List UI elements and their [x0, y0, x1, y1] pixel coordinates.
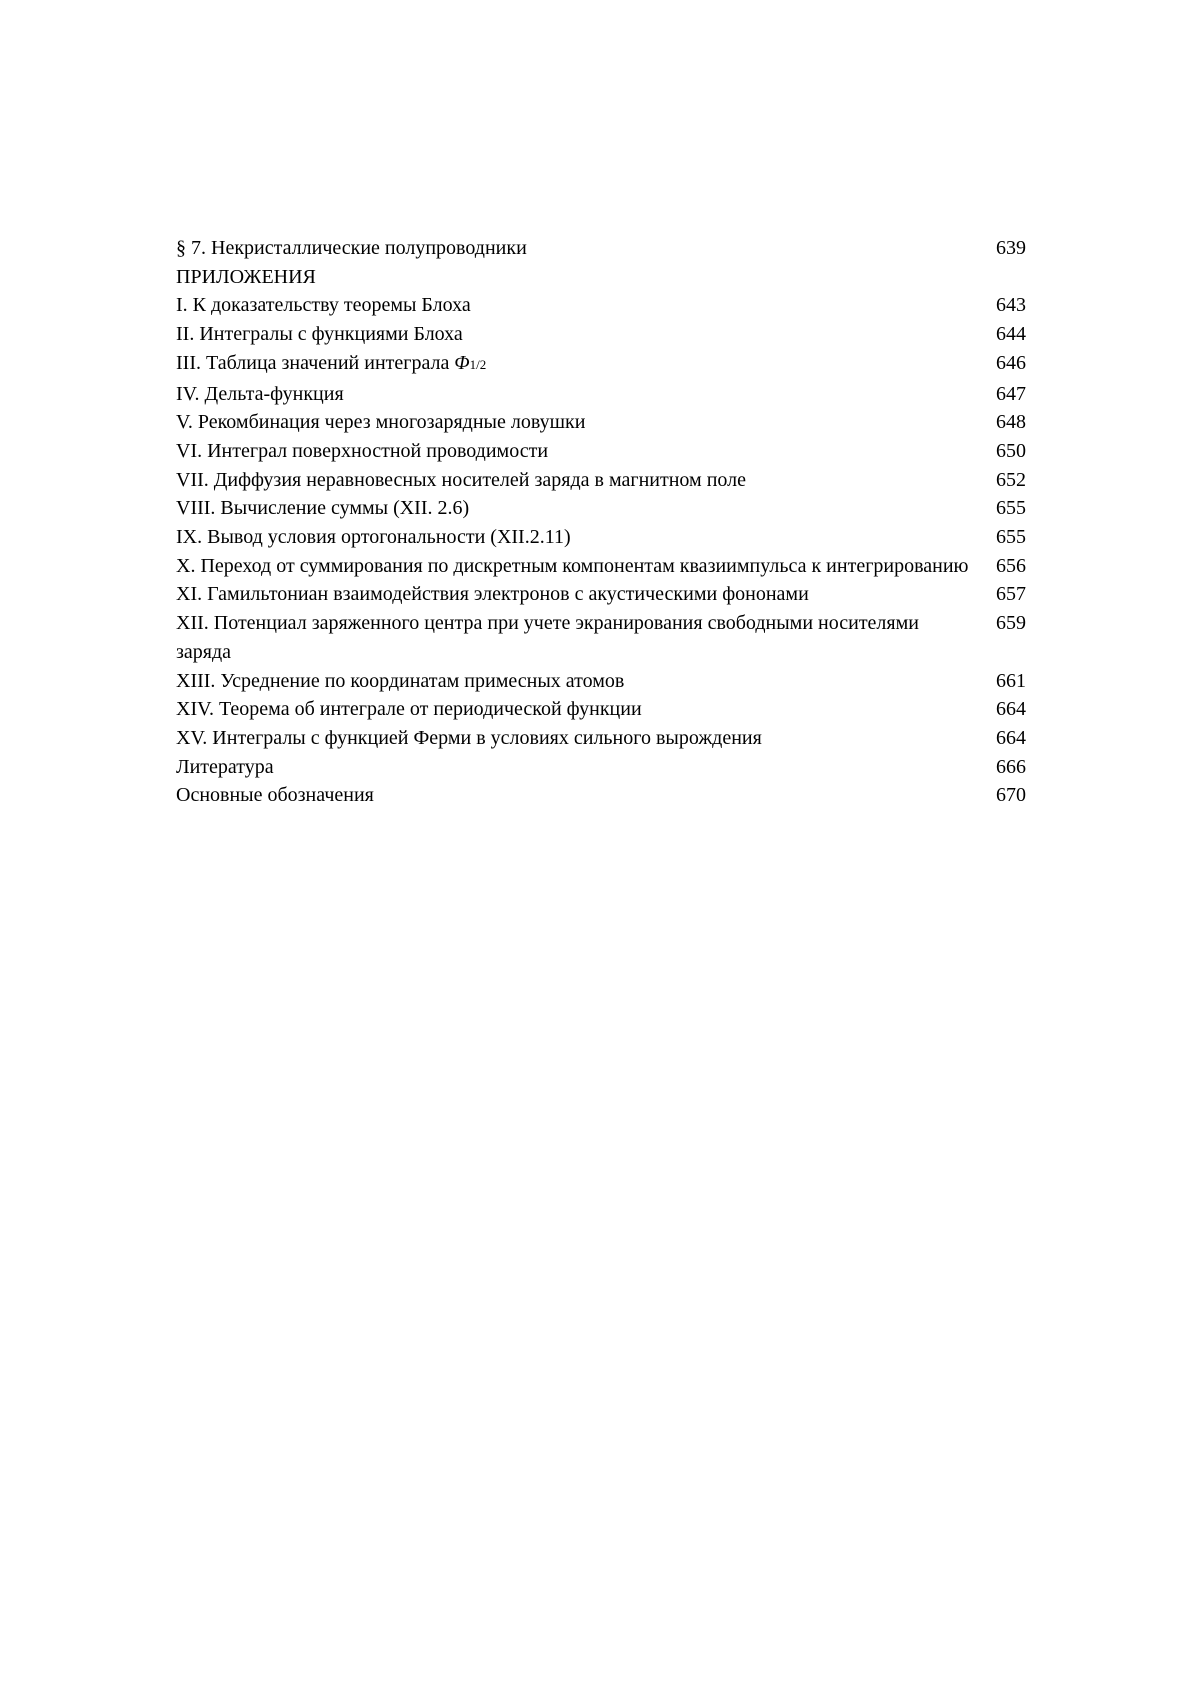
- toc-entry-title: VI. Интеграл поверхностной проводимости: [176, 439, 549, 462]
- toc-entry: [176, 781, 1026, 810]
- toc-entry-page: 646: [996, 351, 1026, 374]
- toc-entry: [176, 523, 1026, 552]
- toc-entry-page: 655: [996, 497, 1026, 520]
- toc-entry-title-with-formula: [176, 349, 986, 380]
- toc-entry: [176, 494, 1026, 523]
- toc-entry-page: 670: [996, 784, 1026, 807]
- toc-entry-title: XI. Гамильтониан взаимодействия электронов с акустическими фононами: [176, 583, 809, 606]
- toc-entry: [176, 234, 1026, 263]
- toc-entry-title: IV. Дельта-функция: [176, 382, 344, 405]
- toc-entry-page: 657: [996, 583, 1026, 606]
- toc-entry-title: I. К доказательству теоремы Блоха: [176, 294, 471, 317]
- toc-entry: [176, 724, 1026, 753]
- toc-entry-page: 647: [996, 382, 1026, 405]
- toc-entry: [176, 291, 1026, 320]
- toc-entry-page: 661: [996, 669, 1026, 692]
- toc-entry-title: X. Переход от суммирования по дискретным компонентам квазиимпульса к интегрированию: [176, 554, 969, 577]
- toc-entry-title: ПРИЛОЖЕНИЯ: [176, 265, 316, 288]
- phi-subscript: 1/2: [469, 356, 487, 372]
- toc-entry-page: 650: [996, 439, 1026, 462]
- toc-entry-title: IX. Вывод условия ортогональности (XII.2.11): [176, 526, 571, 549]
- toc-entry-page: 644: [996, 323, 1026, 346]
- toc-entry: [176, 466, 1026, 495]
- toc-entry: [176, 609, 1026, 666]
- toc-section-heading: [176, 263, 1026, 292]
- table-of-contents: [176, 234, 1026, 810]
- toc-entry-page: 639: [996, 237, 1026, 259]
- toc-entry-title-text: III. Таблица значений интеграла: [176, 351, 455, 374]
- toc-entry-page: 652: [996, 468, 1026, 491]
- toc-entry-title: VIII. Вычисление суммы (XII. 2.6): [176, 497, 470, 520]
- toc-entry-title: V. Рекомбинация через многозарядные ловушки: [176, 411, 586, 434]
- toc-entry: [176, 753, 1026, 782]
- toc-entry-title: Литература: [176, 755, 274, 778]
- toc-entry-page: 659: [996, 612, 1026, 635]
- toc-entry-page: 643: [996, 294, 1026, 317]
- toc-entry: [176, 408, 1026, 437]
- toc-entry-title: XIV. Теорема об интеграле от периодической функции: [176, 698, 642, 721]
- toc-entry-page: 664: [996, 698, 1026, 721]
- toc-entry-page: 656: [996, 554, 1026, 577]
- toc-entry-page: 664: [996, 726, 1026, 749]
- toc-entry: [176, 437, 1026, 466]
- toc-entry-title: XV. Интегралы с функцией Ферми в условиях сильного вырождения: [176, 726, 762, 749]
- phi-symbol: Φ: [454, 351, 470, 374]
- toc-entry: [176, 320, 1026, 349]
- toc-entry-page: 648: [996, 411, 1026, 434]
- toc-entry-title: Основные обозначения: [176, 784, 374, 807]
- toc-entry-title: II. Интегралы с функциями Блоха: [176, 323, 463, 346]
- toc-entry-title: § 7. Некристаллические полупроводники: [176, 237, 527, 259]
- toc-entry: [176, 349, 1026, 380]
- toc-entry-title: VII. Диффузия неравновесных носителей заряда в магнитном поле: [176, 468, 746, 491]
- toc-entry-page: 666: [996, 755, 1026, 778]
- toc-entry: [176, 380, 1026, 409]
- toc-entry: [176, 580, 1026, 609]
- toc-entry-title: XIII. Усреднение по координатам примесных атомов: [176, 669, 625, 692]
- toc-entry: [176, 552, 1026, 581]
- toc-entry: [176, 667, 1026, 696]
- toc-entry: [176, 695, 1026, 724]
- toc-entry-title: XII. Потенциал заряженного центра при учете экранирования свободными носителями заряда: [176, 612, 919, 663]
- toc-entry-page: 655: [996, 526, 1026, 549]
